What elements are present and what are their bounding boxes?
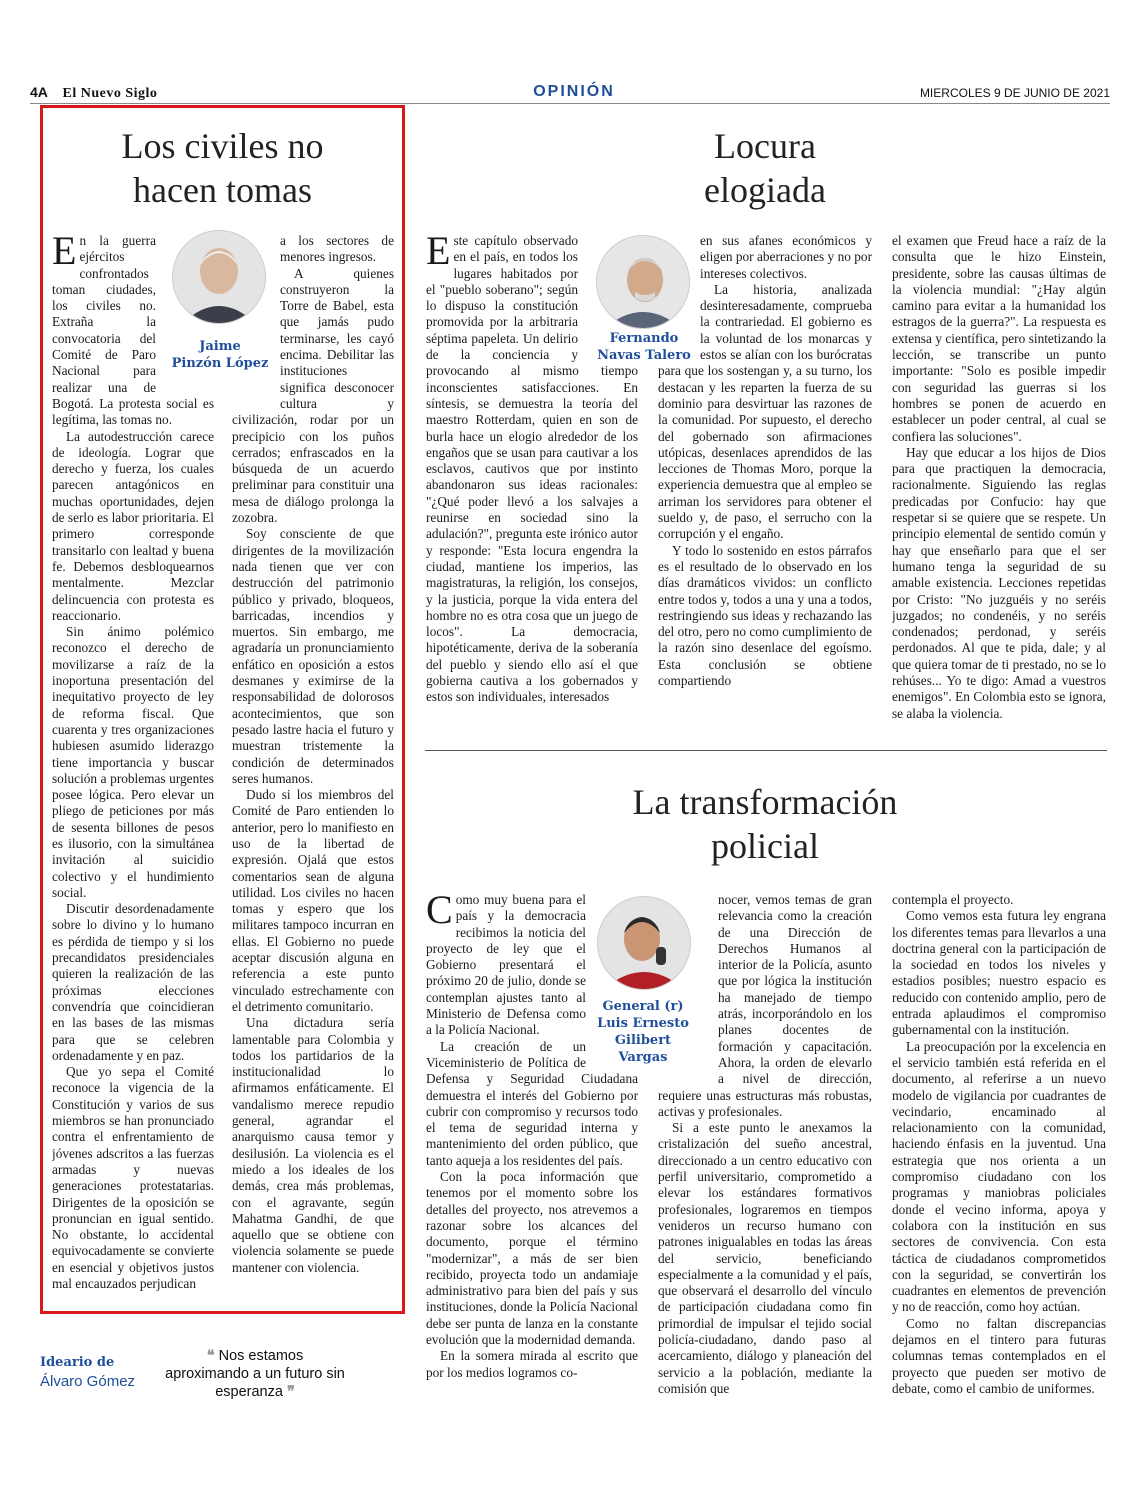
article1-title-line2: hacen tomas — [133, 170, 312, 210]
paragraph: La preocupación por la excelencia en el servicio también está referida en el documento, al referirse a un nuevo modelo de vigilancia por cuadrantes de vecindario, encaminado al relacionamiento con la comunidad, haciendo énfasis en la juventud. Una estrategia que nos orienta a un compromiso ciudadano con los programas y maniobras policiales donde el vecino informa, apoya y colabora con la institución en sus sectores de convivencia. Con esta táctica de ciudadanos comprometidos con la seguridad, se convertirán los cuadrantes en elementos de prevención y no de reacción, como hoy actúan. — [892, 1038, 1106, 1315]
photo-spacer — [232, 233, 280, 408]
paragraph: en sus afanes económicos y eligen por aberraciones y no por intereses colectivos. — [700, 233, 872, 281]
photo-spacer — [658, 233, 700, 363]
article1-author-first: Jaime — [199, 339, 241, 354]
article1-author-last: Pinzón López — [171, 356, 269, 371]
article2-author-last: Navas Talero — [597, 348, 691, 363]
article3-dropcap: C — [426, 892, 453, 932]
paragraph: Soy consciente de que dirigentes de la movilización nada tienen que ver con destrucción del patrimonio público y privado, bloqueos, barricadas, incendios y muertos. Sin embargo, me agradaría un pronunciamiento enfático en oposición a estos desmanes y eximirse de la responsabilidad de dolorosos acontecimientos, que son pesado lastre hacia el futuro y muestran tristemente la condición de determinados seres humanos. — [232, 526, 394, 786]
paragraph: La historia, analizada desinteresadamente, comprueba la contrariedad. El gobierno es la voluntad de los monarcas y estos se alían con los burócratas para que los sostengan y, a su turno, los destacan y les reparten la fuerza de su dominio para desvirtuar las razones de la comunidad. Por supuesto, el derecho del gobernado son afirmaciones utópicas, desenlaces aprendidos de las lecciones de Thomas Moro, porque la experiencia demuestra que al empleo se arriman los servidores para obtener el sueldo y, de paso, el serrucho con la corrupción y el engaño. — [658, 281, 872, 542]
article1-title — [50, 124, 395, 212]
newspaper-name: El Nuevo Siglo — [62, 86, 158, 101]
page-number: 4A — [30, 84, 48, 100]
article3-title — [425, 780, 1105, 868]
paragraph: contempla el proyecto. — [892, 892, 1014, 907]
paragraph: En la somera mirada al escrito que por los medios logramos co- — [426, 1348, 638, 1380]
ideario-label: Ideario de — [40, 1355, 115, 1370]
open-quote-icon: ❝ — [206, 1348, 215, 1364]
paragraph: Y todo lo sostenido en estos párrafos es el resultado de lo observado en los días dramáticos vividos: un conflicto entre todos y, todos a una y una a todos, restringiendo sus ideas y rechazando las del otro, pero no como cumplimiento de la razón sino desenlace del egoísmo. Esta conclusión se obtiene compartiendo — [658, 542, 872, 689]
article3-title-line1: La transformación — [632, 782, 898, 822]
article2-col1 — [426, 233, 638, 723]
paragraph: Con la poca información que tenemos por el momento sobre los detalles del proyecto, nos atrevemos a razonar sobre los alcances del documento, porque el término "modernizar", a más de ser bien recibido, proyecta todo un andamiaje administrativo para bien del país y sus instituciones, donde la Policía Nacional debe ser punta de lanza en la constante evolución que la modernidad demanda. — [426, 1169, 638, 1348]
article3-author-rank: General (r) — [602, 999, 684, 1014]
article1-col2 — [232, 233, 394, 1298]
photo-spacer — [586, 892, 638, 1062]
article1-dropcap: E — [52, 233, 77, 273]
paragraph: Una dictadura sería lamentable para Colombia y todos los partidarios de la institucionalidad lo afirmamos enfáticamente. El vandalismo merece repudio general, agrandar el anarquismo causa temor y desilusión. La violencia es el miedo a los ideales de los demás, crea más problemas, con el agravante, según Mahatma Gandhi, de que aquello que se obtiene con violencia solamente se puede mantener con violencia. — [232, 1015, 394, 1275]
paragraph: el examen que Freud hace a raíz de la consulta que le hizo Einstein, presidente, sobre las causas últimas de la violencia mundial: "¿Hay algún camino para evitar a la humanidad los estragos de la guerra?". La respuesta es extensa y científica, pero sintetizando la lección, se transcribe un punto importante: "Solo es posible impedir con seguridad las guerras si los hombres se ponen de acuerdo en establecer un poder central, al cual se confiera las soluciones". — [892, 233, 1106, 444]
article2-col3 — [892, 233, 1106, 723]
paragraph: Hay que educar a los hijos de Dios para que practiquen la democracia, racionalmente. Siguiendo las reglas predicadas por Confucio: hay que respetar si se quiere que se respete. Un principio elemental de sentido común y hay que enseñarlo para que el ser humano tenga la seguridad de su amable existencia. Lecciones repetidas por Cristo: "No juzguéis y no seréis juzgados; no condenéis, y no seréis condenados; perdonad, y seréis perdonados. Al que te pida, dale; y al que quiera tomar de ti prestado, no se lo rehúses... Yo te digo: Amad a vuestros enemigos". En Colombia esto se ignora, se alaba la violencia. — [892, 444, 1106, 721]
paragraph: ste capítulo observado en el país, en todos los lugares habitados por el "pueblo soberano"; según lo dispuso la constitución promovida por la arbitraria séptima papeleta. Un delirio de la conciencia y provocando al mismo tiempo inconscientes satisfacciones. En síntesis, se demuestra la teoría del maestro Rotterdam, quien en son de burla hace un elogio alrededor de los engaños que se usan para cautivar a los esclavos, cautivos que por instinto abandonaron sus ideas racionales: "¿Qué poder llevó a los salvajes a reunirse en sociedad sino la adulación?", pregunta este irónico autor y responde: "Esta locura engendra la ciudad, mantiene los imperios, las magistraturas, la religión, los consejos, y la justicia, porque la vida entera del hombre no es otra cosa que un juego de locos". La democracia, hipotéticamente, deriva de la soberanía del pueblo y siendo ello así el que gobierna cautiva a los gobernados y estos son individuales, interesados — [426, 233, 638, 705]
article3-col3 — [892, 892, 1106, 1412]
paragraph: La creación de un Viceministerio de Política de Defensa y Seguridad Ciudadana demuestra el interés del Gobierno por cubrir con compromiso y recursos todo el tema de seguridad interna y mantenimiento del orden público, que tanto aqueja a los residentes del país. — [426, 1038, 638, 1168]
article2-col2 — [658, 233, 872, 723]
ideario-author: Álvaro Gómez — [40, 1373, 136, 1390]
article3-col1 — [426, 892, 638, 1412]
paragraph: omo muy buena para el país y la democracia recibimos la noticia del proyecto de ley que el Gobierno presentará el próximo 20 de julio, donde se contemplan ajustes tanto al Ministerio de Defensa como a la Policía Nacional. — [426, 892, 586, 1038]
paragraph: Si a este punto le anexamos la cristalización del sueño ancestral, direccionado a un centro educativo con perfil universitario, comprometido a elevar los estándares formativos profesionales, lograremos en tiempos venideros un recurso humano con patrones inigualables en todas las áreas del servicio, beneficiando especialmente a la comunidad y el país, que observará el desarrollo del vínculo de participación ciudadana como fin primordial de impulsar el tejido social policía-ciudadano, dando paso al acercamiento, diálogo y planeación del servicio a la población, mediante la comisión que — [658, 1120, 872, 1396]
article2-title-line2: elogiada — [704, 170, 826, 210]
paragraph: Como no faltan discrepancias dejamos en el tintero para futuras columnas temas contemplados en el proyecto que pueden ser motivo de debate, como el cambio de uniformes. — [892, 1315, 1106, 1396]
article1-col1-text — [52, 233, 214, 1292]
article3-title-line2: policial — [711, 826, 819, 866]
masthead-rule — [30, 103, 1110, 104]
ideario-quote — [165, 1347, 345, 1401]
close-quote-icon: ❞ — [286, 1384, 295, 1400]
paragraph: Discutir desordenadamente sobre lo divino y lo humano es pérdida de tiempo y si los precandidatos presidenciales quieren la realización de las próximas elecciones convendría que coincidieran en las bases de las mismas para que se celebren ordenadamente y en paz. — [52, 901, 214, 1063]
issue-date: MIERCOLES 9 DE JUNIO DE 2021 — [919, 86, 1110, 100]
photo-spacer — [156, 233, 214, 383]
article2-title — [425, 124, 1105, 212]
article2-col3-text — [892, 233, 1106, 722]
paragraph: Que yo sepa el Comité reconoce la vigencia de la Constitución y varios de sus miembros se han pronunciado contra el enfrentamiento de jóvenes adscritos a las fuerzas armadas y nuevas generaciones protestatarias. Dirigentes de la oposición se pronuncian en igual sentido. No obstante, lo accidental equivocadamente se convierte en esencial y objetivos justos mal encauzados perjudican — [52, 1064, 214, 1291]
article-divider — [425, 750, 1107, 751]
paragraph: a los sectores de menores ingresos. — [280, 233, 394, 265]
photo-spacer — [658, 892, 718, 1072]
ideario-quote-text: Nos estamos aproximando a un futuro sin esperanza — [165, 1348, 345, 1400]
paragraph: n la guerra ejércitos confrontados toman ciudades, los civiles no. Extraña la convocatoria del Comité de Paro Nacional para realizar una de Bogotá. La protesta social es legítima, las tomas no. — [52, 233, 214, 428]
paragraph: Dudo si los miembros del Comité de Paro entienden lo anterior, pero lo manifiesto en uso de la libertad de expresión. Ojalá que estos comentarios sean de alguna utilidad. Los civiles no hacen tomas y espero que los militares tampoco incurran en ellas. El Gobierno no puede aceptar discusión alguna en referencia a este punto vinculado estrechamente con el detrimento comunitario. — [232, 787, 394, 1014]
paragraph: nocer, vemos temas de gran relevancia como la creación de una Dirección de Derechos Humanos al interior de la Policía, asunto que por lógica la institución ha manejado de tiempo atrás, incorporándolo en los planes docentes de formación y capacitación. Ahora, la orden de elevarlo a nivel de dirección, requiere unas estructuras más robustas, activas y profesionales. — [658, 892, 872, 1119]
article3-col2 — [658, 892, 872, 1412]
paragraph: Sin ánimo polémico reconozco el derecho de movilizarse a raíz de la inoportuna presentación del inequitativo proyecto de ley de reforma fiscal. Que cuarenta y tres organizaciones hubiesen asumido liderazgo tiene importancia y buscar solución a problemas urgentes posee lógica. Pero elevar un pliego de peticiones por más de sesenta billones de pesos es ilusorio, con la simultánea invitación al suicidio colectivo y el hundimiento social. — [52, 624, 214, 900]
article3-author-last: Gilibert Vargas — [614, 1033, 672, 1065]
article2-author-first: Fernando — [609, 331, 679, 346]
article1-title-line1: Los civiles no — [121, 126, 324, 166]
article2-dropcap: E — [426, 233, 451, 273]
paragraph: La autodestrucción carece de ideología. Lograr que derecho y fuerza, los cuales parecen antagónicos en muchas oportunidades, dejen de serlo es labor prioritaria. El primero corresponde transitarlo con lealtad y buena fe. Debemos desbloquearnos mentalmente. Mezclar delincuencia con protesta es reaccionario. — [52, 428, 214, 623]
paragraph: A quienes construyeron la Torre de Babel, esta que jamás pudo terminarse, les cayó encima. Debilitar las instituciones significa desconocer cultura y civilización, rodar por un precipicio con los puños cerrados; enfrascados en la búsqueda de un acuerdo preliminar para constituir una mesa de diálogo prolonga la zozobra. — [232, 265, 394, 526]
article3-col3-text — [892, 892, 1106, 1397]
photo-spacer — [578, 233, 638, 363]
article1-col1 — [52, 233, 214, 1298]
paragraph: Como vemos esta futura ley engrana los diferentes temas para llevarlos a una doctrina general con la participación de la sociedad en todos los niveles y estadios posibles; nuestro espacio es reducido con contenido amplio, pero de entrada aplaudimos el compromiso gubernamental con la institución. — [892, 908, 1106, 1038]
article3-author-first: Luis Ernesto — [597, 1016, 689, 1031]
section-title: OPINIÓN — [533, 83, 615, 100]
article2-title-line1: Locura — [714, 126, 816, 166]
